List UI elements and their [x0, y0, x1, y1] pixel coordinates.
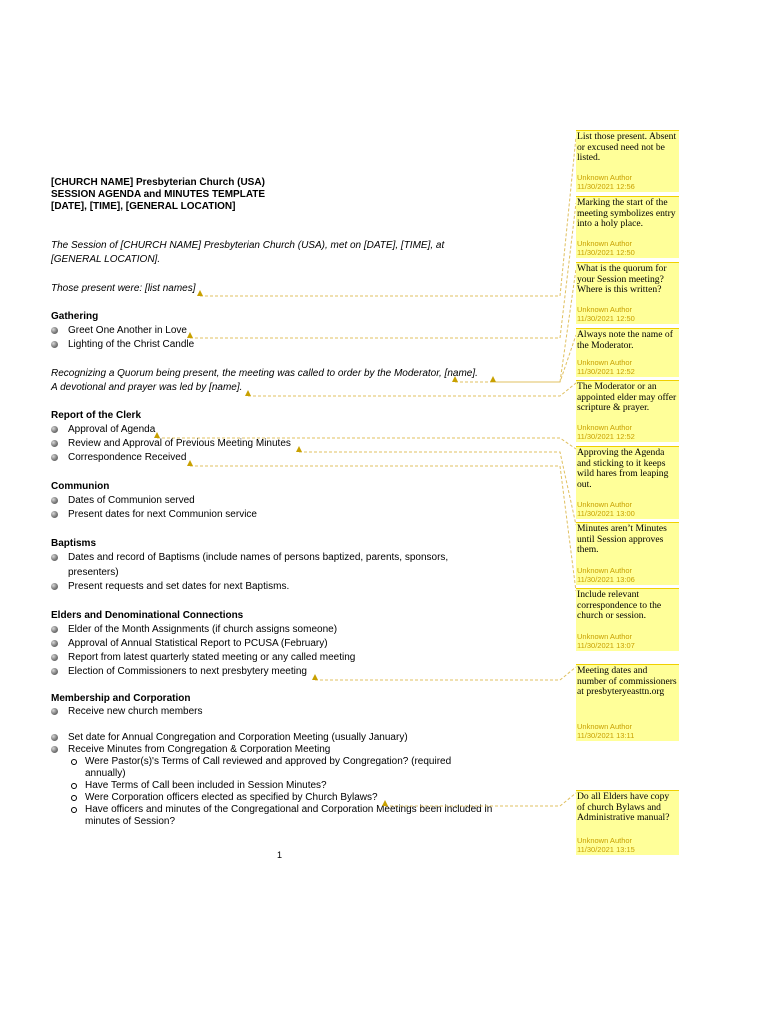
comment-anchor-icon[interactable] [452, 376, 458, 382]
list-item: Approval of Annual Statistical Report to PCUSA (February) [68, 638, 328, 649]
comment-balloon[interactable] [576, 262, 679, 324]
comment-text: List those present. Absent or excused need not be listed. [577, 131, 677, 164]
comment-date: 11/30/2021 13:06 [577, 575, 635, 584]
comment-anchor-icon[interactable] [154, 432, 160, 438]
comment-text: Always note the name of the Moderator. [577, 329, 673, 351]
comment-anchor-icon[interactable] [187, 460, 193, 466]
comment-date: 11/30/2021 12:50 [577, 314, 635, 323]
list-item: Dates of Communion served [68, 495, 195, 506]
comment-text: Include relevant correspondence to the church or session. [577, 589, 662, 622]
comment-author: Unknown Author [577, 836, 633, 845]
comment-balloon[interactable] [576, 446, 679, 519]
comment-date: 11/30/2021 13:00 [577, 509, 635, 518]
quorum-line-2: A devotional and prayer was led by [name]. [51, 382, 243, 393]
comment-anchor-icon[interactable] [187, 332, 193, 338]
comment-date: 11/30/2021 12:50 [577, 248, 635, 257]
list-item-continued: presenters) [68, 567, 119, 578]
intro-line-1: The Session of [CHURCH NAME] Presbyterian Church (USA), met on [DATE], [TIME], at [51, 240, 445, 251]
comment-anchor-icon[interactable] [382, 800, 388, 806]
list-item: Receive new church members [68, 706, 203, 717]
comment-balloon[interactable] [576, 196, 679, 258]
comment-balloon[interactable] [576, 522, 679, 585]
comment-balloon[interactable] [576, 664, 679, 741]
comment-text: What is the quorum for your Session meeting? Where is this written? [577, 263, 667, 296]
comment-text: Do all Elders have copy of church Bylaws and Administrative manual? [577, 791, 670, 824]
comment-date: 11/30/2021 13:15 [577, 845, 635, 854]
comment-anchor-icon[interactable] [296, 446, 302, 452]
comment-text: Meeting dates and number of commissioners at presbyteryeasttn.org [577, 665, 677, 698]
gathering-heading: Gathering [51, 311, 99, 322]
sub-list-item: Have Terms of Call been included in Session Minutes? [85, 780, 327, 791]
sub-list-item: Have officers and minutes of the Congregational and Corporation Meetings been included in [85, 804, 493, 815]
comment-balloon[interactable] [576, 380, 679, 442]
baptisms-heading: Baptisms [51, 538, 97, 549]
comment-balloon[interactable] [576, 790, 679, 855]
sub-list-item-continued: minutes of Session? [85, 816, 176, 827]
membership-heading: Membership and Corporation [51, 693, 191, 704]
date-time-location: [DATE], [TIME], [GENERAL LOCATION] [51, 201, 236, 212]
comment-author: Unknown Author [577, 423, 633, 432]
church-name-heading: [CHURCH NAME] Presbyterian Church (USA) [51, 177, 265, 188]
list-item: Present dates for next Communion service [68, 509, 257, 520]
comment-anchor-icon[interactable] [490, 376, 496, 382]
present-line: Those present were: [list names] [51, 283, 196, 294]
list-item: Election of Commissioners to next presbytery meeting [68, 666, 307, 677]
comment-text: The Moderator or an appointed elder may offer scripture & prayer. [577, 381, 677, 414]
communion-heading: Communion [51, 481, 110, 492]
comment-author: Unknown Author [577, 632, 633, 641]
list-item: Review and Approval of Previous Meeting Minutes [68, 438, 291, 449]
comment-author: Unknown Author [577, 500, 633, 509]
comment-text: Marking the start of the meeting symbolizes entry into a holy place. [577, 197, 676, 230]
list-item: Receive Minutes from Congregation & Corporation Meeting [68, 744, 331, 755]
comment-text: Minutes aren’t Minutes until Session approves them. [577, 523, 667, 556]
clerk-heading: Report of the Clerk [51, 410, 142, 421]
list-item: Report from latest quarterly stated meeting or any called meeting [68, 652, 356, 663]
comment-date: 11/30/2021 13:11 [577, 731, 635, 740]
comment-author: Unknown Author [577, 173, 633, 182]
comment-date: 11/30/2021 13:07 [577, 641, 635, 650]
list-item: Set date for Annual Congregation and Corporation Meeting (usually January) [68, 732, 408, 743]
comment-anchor-icon[interactable] [312, 674, 318, 680]
list-item: Lighting of the Christ Candle [68, 339, 195, 350]
sub-list-item-continued: annually) [85, 768, 126, 779]
comment-date: 11/30/2021 12:52 [577, 432, 635, 441]
page-number: 1 [277, 850, 283, 860]
sub-list-item: Were Corporation officers elected as specified by Church Bylaws? [85, 792, 378, 803]
comment-balloon[interactable] [576, 588, 679, 651]
list-item: Present requests and set dates for next Baptisms. [68, 581, 290, 592]
comment-author: Unknown Author [577, 566, 633, 575]
comment-text: Approving the Agenda and sticking to it keeps wild hares from leaping out. [577, 447, 669, 490]
sub-list-item: Were Pastor(s)'s Terms of Call reviewed and approved by Congregation? (required [85, 756, 452, 767]
comment-author: Unknown Author [577, 305, 633, 314]
list-item: Correspondence Received [68, 452, 187, 463]
comment-date: 11/30/2021 12:52 [577, 367, 635, 376]
comment-anchor-icon[interactable] [245, 390, 251, 396]
intro-line-2: [GENERAL LOCATION]. [51, 254, 161, 265]
comment-balloon[interactable] [576, 130, 679, 192]
template-title: SESSION AGENDA and MINUTES TEMPLATE [51, 189, 266, 200]
list-item: Dates and record of Baptisms (include names of persons baptized, parents, sponsors, [68, 552, 449, 563]
elders-heading: Elders and Denominational Connections [51, 610, 244, 621]
comment-author: Unknown Author [577, 722, 633, 731]
comment-date: 11/30/2021 12:56 [577, 182, 635, 191]
comment-anchor-icon[interactable] [197, 290, 203, 296]
comment-author: Unknown Author [577, 358, 633, 367]
list-item: Approval of Agenda [68, 424, 156, 435]
comment-author: Unknown Author [577, 239, 633, 248]
comment-balloon[interactable] [576, 328, 679, 377]
list-item: Elder of the Month Assignments (if church assigns someone) [68, 624, 338, 635]
list-item: Greet One Another in Love [68, 325, 187, 336]
quorum-line-1: Recognizing a Quorum being present, the meeting was called to order by the Moderator, [name]. [51, 368, 478, 379]
